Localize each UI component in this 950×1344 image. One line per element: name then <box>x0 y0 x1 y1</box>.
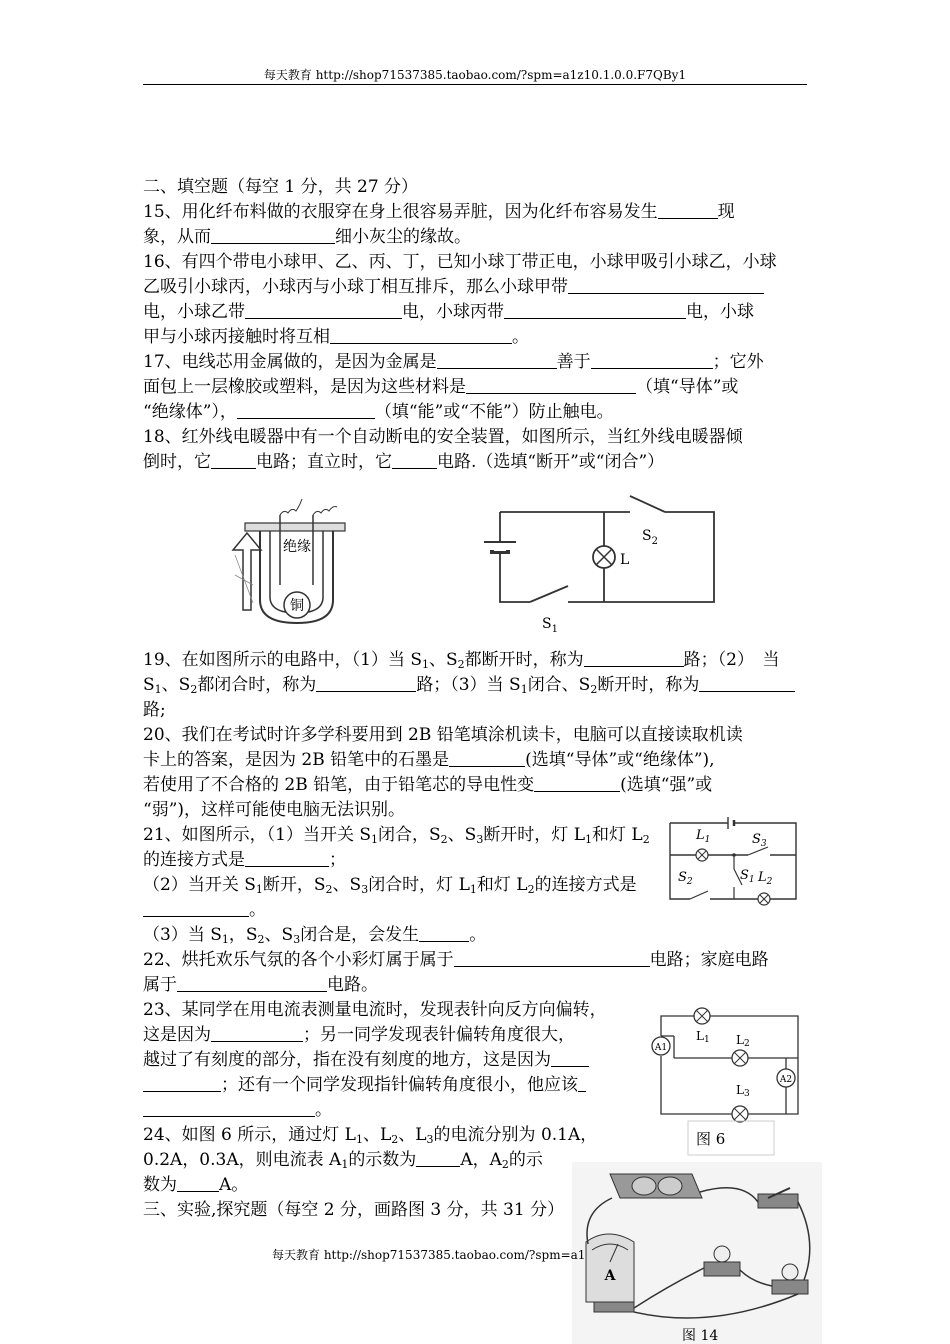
l2-label: $L_2$ <box>758 870 773 887</box>
svg-text:A1: A1 <box>654 1043 668 1053</box>
figure-6-caption: 图 6 <box>696 1130 726 1148</box>
figure-14-apparatus <box>572 1162 822 1344</box>
q18-line1: 18、红外线电暖器中有一个自动断电的安全装置，如图所示，当红外线电暖器倾 <box>143 427 743 447</box>
q18-line2: 倒时，它 电路；直立时，它 电路.（选填“断开”或“闭合”） <box>143 452 665 472</box>
q21-line5: （3）当 $S_1$，$S_2$、$S_3$闭合是，会发生 。 <box>143 925 487 946</box>
q16-blank4[interactable] <box>330 326 512 344</box>
q23-line3: 越过了有刻度的部分，指在没有刻度的地方，这是因为 <box>143 1048 589 1073</box>
q17-line1: 17、电线芯用金属做的，是因为金属是 善于 ；它外 <box>143 352 764 372</box>
bulb-holder-2 <box>772 1280 808 1294</box>
q21-line3: （2）当开关 $S_1$断开，$S_2$、$S_3$闭合时，灯 $L_1$和灯 $L_2$的连接方式是 <box>143 875 637 896</box>
svg-text:A2: A2 <box>779 1075 793 1085</box>
up-arrow-icon <box>233 533 261 610</box>
q16-line3: 电，小球乙带 电，小球丙带 电，小球 <box>143 302 754 322</box>
circuit-s1-s2-figure <box>470 490 720 635</box>
copper-label: 铜 <box>290 598 304 614</box>
q20-blank1[interactable] <box>449 749 525 767</box>
l1-label: $L_1$ <box>696 828 711 845</box>
s2-label: $S_2$ <box>678 870 693 887</box>
circuit-q21-figure <box>660 815 805 907</box>
switch-s2 <box>630 496 665 512</box>
q17-blank2[interactable] <box>591 351 713 369</box>
q22-blank1[interactable] <box>454 949 650 967</box>
q15-line2: 象，从而 细小灰尘的缘故。 <box>143 227 471 247</box>
q24-blank2[interactable] <box>177 1174 219 1192</box>
q20-line3: 若使用了不合格的 2B 铅笔，由于铅笔芯的导电性变 (选填“强”或 <box>143 775 713 795</box>
q19-blank2[interactable] <box>316 674 416 692</box>
lamp-label: L <box>620 552 630 568</box>
q21-line4: 。 <box>143 898 266 923</box>
q23-line1: 23、某同学在用电流表测量电流时，发现表针向反方向偏转， <box>143 1000 607 1020</box>
q21-blank1[interactable] <box>245 849 329 867</box>
q20-line1: 20、我们在考试时许多学科要用到 2B 铅笔填涂机读卡，电脑可以直接读取机读 <box>143 725 743 745</box>
bulb-holder-1 <box>704 1262 740 1276</box>
bulb-2-icon <box>782 1264 798 1280</box>
ammeter-label: A <box>604 1268 616 1284</box>
bulb-1-icon <box>714 1246 730 1262</box>
q19-blank1[interactable] <box>584 649 684 667</box>
q16-line1: 16、有四个带电小球甲、乙、丙、丁，已知小球丁带正电，小球甲吸引小球乙，小球 <box>143 252 777 272</box>
page-footer: 每天教育 http://shop71537385.taobao.com/?spm=a1 <box>272 1248 586 1262</box>
q24-blank1[interactable] <box>416 1149 460 1167</box>
q21-line1: 21、如图所示，（1）当开关 $S_1$闭合，$S_2$、$S_3$断开时，灯 $L_1$和灯 $L_2$ <box>143 825 650 846</box>
q17-blank1[interactable] <box>437 351 557 369</box>
q23-line5: 。 <box>143 1098 332 1123</box>
q15-blank1[interactable] <box>658 201 718 219</box>
q23-blank2a[interactable] <box>551 1049 589 1067</box>
page-header: 每天教育 http://shop71537385.taobao.com/?spm=a1z10.1.0.0.F7QBy1 <box>263 68 687 82</box>
q18-blank2[interactable] <box>392 451 437 469</box>
l2-label: L2 <box>736 1033 750 1049</box>
q24-line1: 24、如图 6 所示，通过灯 $L_1$、$L_2$、$L_3$的电流分别为 0.1A， <box>143 1125 598 1146</box>
insulation-label: 绝缘 <box>283 539 311 555</box>
q19-line1: 19、在如图所示的电路中，（1）当 $S_1$、$S_2$都断开时，称为 路；（2） 当 <box>143 650 780 671</box>
q22-blank2[interactable] <box>177 974 327 992</box>
q23-line2: 这是因为 ；另一同学发现表针偏转角度很大， <box>143 1025 575 1045</box>
insulating-plate <box>245 523 345 531</box>
q21-line2: 的连接方式是 ； <box>143 850 346 870</box>
q24-line2: 0.2A，0.3A，则电流表 $A_1$的示数为 A，$A_2$的示 <box>143 1150 543 1171</box>
q16-blank2[interactable] <box>245 301 402 319</box>
s1-label: $S_1$ <box>740 868 755 885</box>
q16-line4: 甲与小球丙接触时将互相 。 <box>143 327 529 347</box>
q15-line1: 15、用化纤布料做的衣服穿在身上很容易弄脏，因为化纤布容易发生 现 <box>143 202 735 222</box>
s3-label: $S_3$ <box>752 832 767 849</box>
l1-label: L1 <box>696 1029 710 1045</box>
q17-line3: “绝缘体”）， （填“能”或“不能”）防止触电。 <box>143 402 614 422</box>
q22-line1: 22、烘托欢乐气氛的各个小彩灯属于属于 电路；家庭电路 <box>143 950 769 970</box>
q15-blank2[interactable] <box>211 226 335 244</box>
q17-blank4[interactable] <box>237 401 375 419</box>
section2-title: 二、填空题（每空 1 分，共 27 分） <box>143 177 419 197</box>
q23-blank1[interactable] <box>211 1024 303 1042</box>
figure-14-caption: 图 14 <box>682 1328 719 1344</box>
q23-blank2b[interactable] <box>143 1074 221 1092</box>
q17-line2: 面包上一层橡胶或塑料，是因为这些材料是 （填“导体”或 <box>143 377 739 397</box>
s1-label: $S_1$ <box>542 616 558 635</box>
q23-blank3a[interactable] <box>578 1074 586 1092</box>
section3-title: 三、实验,探究题（每空 2 分，画路图 3 分，共 31 分） <box>143 1200 565 1220</box>
header-divider <box>143 84 807 85</box>
q18-blank1[interactable] <box>211 451 256 469</box>
q24-line3: 数为 A。 <box>143 1175 249 1195</box>
tilt-switch-figure <box>205 485 365 625</box>
q19-line3: 路; <box>143 700 166 720</box>
q23-line4: ；还有一个同学发现指针偏转角度很小，他应该 <box>143 1073 586 1098</box>
q16-blank3[interactable] <box>504 301 686 319</box>
q21-blank2[interactable] <box>143 899 249 917</box>
q21-blank3[interactable] <box>419 924 469 942</box>
q20-blank2[interactable] <box>534 774 620 792</box>
q19-line2: $S_1$、$S_2$都闭合时，称为 路；（3）当 $S_1$闭合、$S_2$断开时，称为 <box>143 673 795 698</box>
q23-blank3b[interactable] <box>143 1099 315 1117</box>
switch-s1 <box>530 586 568 602</box>
q16-blank1[interactable] <box>568 276 764 294</box>
q20-line4: “弱”)，这样可能使电脑无法识别。 <box>143 800 406 820</box>
q16-line2: 乙吸引小球丙，小球丙与小球丁相互排斥，那么小球甲带 <box>143 275 764 300</box>
circuit-figure-6 <box>636 996 816 1156</box>
q20-line2: 卡上的答案，是因为 2B 铅笔中的石墨是 (选填“导体”或“绝缘体”), <box>143 750 715 770</box>
q19-blank3[interactable] <box>699 674 795 692</box>
s2-label: $S_2$ <box>642 528 658 547</box>
q22-line2: 属于 电路。 <box>143 975 378 995</box>
l3-label: L3 <box>736 1083 750 1099</box>
switch-icon <box>758 1194 798 1208</box>
q17-blank3[interactable] <box>466 376 636 394</box>
